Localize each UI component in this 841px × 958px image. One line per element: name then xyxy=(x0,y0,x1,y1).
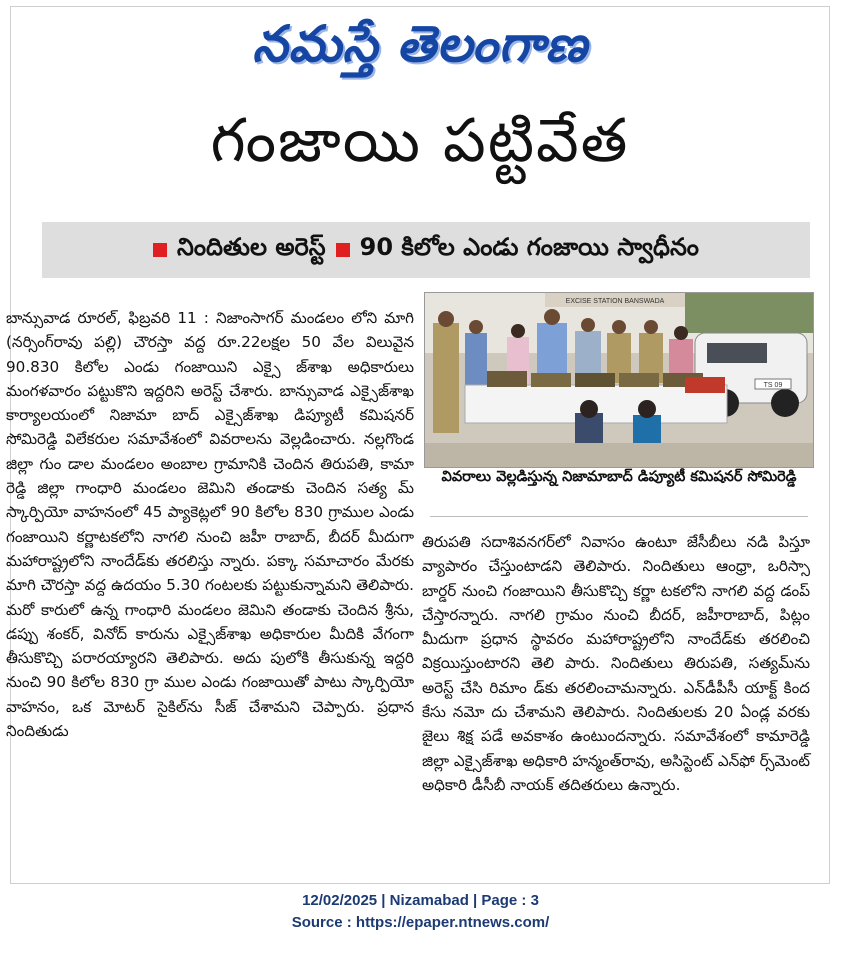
newspaper-masthead: నమస్తే తెలంగాణ xyxy=(252,15,588,73)
photo-illustration xyxy=(425,293,813,467)
article-column-left xyxy=(6,306,414,743)
subheadline-bar xyxy=(42,222,810,278)
article-column-right xyxy=(422,530,810,797)
subhead-item-1: నిందితుల అరెస్ట్ xyxy=(177,233,326,261)
article-text-right: తిరుపతి సదాశివనగర్‌లో నివాసం ఉంటూ జేసీబీలు నడి పిస్తూ వ్యాపారం చేస్తుంటాడని తెలిపారు. నిందితులు ఆంధ్రా, ఒరిస్సా బార్డర్ నుంచి గంజాయిని తీసుకొచ్చి కర్ణా టకలోని నాగలి వద్ద డంప్ చేస్తారన్నారు. నాగలి గ్రామం నుంచి బీదర్, జహీరాబాద్, పిట్లం మీదుగా ప్రధాన స్థావరం మహారాష్ట్రలోని నాందేడ్‌కు తరలించి విక్రయిస్తుంటారని తెలి పారు. నిందితులు తిరుపతి, సత్యమ్‌ను అరెస్ట్ చేసి రిమాం డ్‌కు తరలించామన్నారు. ఎన్‌డీపీసీ యాక్ట్ కింద కేసు నమో దు చేశామని తెలిపారు. నిందితులకు 20 ఏండ్ల వరకు జైలు శిక్ష పడే అవకాశం ఉంటుందన్నారు. సమావేశంలో కామారెడ్డి జిల్లా ఎక్సైజ్‌శాఖ అధికారి హన్మంత్‌రావు, అసిస్టెంట్ ఎన్‌ఫో ర్స్‌మెంట్ అధికారి డీసీబీ నాయక్ తదితరులు ఉన్నారు. xyxy=(422,533,810,794)
red-bullet-icon xyxy=(336,243,350,257)
footer-source-link[interactable]: Source : https://epaper.ntnews.com/ xyxy=(291,914,550,931)
article-text-left: బాన్సువాడ రూరల్, ఫిబ్రవరి 11 : నిజాంసాగర్ మండలం లోని మాగి (నర్సింగ్‌రావు పల్లి) చౌరస్తా వద్ద రూ.22లక్షల 50 వేల విలువైన 90.830 కిలోల ఎండు గంజాయిని ఎక్సై జ్‌శాఖ అధికారులు మంగళవారం పట్టుకొని ఇద్దరిని అరెస్ట్ చేశారు. బాన్సువాడ ఎక్సైజ్‌శాఖ కార్యాలయంలో నిజామా బాద్ ఎక్సైజ్‌శాఖ డిప్యూటీ కమిషనర్ సోమిరెడ్డి విలేకరుల సమావేశంలో వివరాలను వెల్లడించారు. నల్లగొండ జిల్లా గుం డాల మండలం అంబాల గ్రామానికి చెందిన తిరుపతి, కామా రెడ్డి జిల్లా గాంధారి మండలం జెమిని తండాకు చెందిన సత్య మ్ స్కార్పియో వాహనంలో 45 ప్యాకెట్లలో 90 కిలోల 830 గ్రాముల ఎండు గంజాయిని కర్ణాటకలోని నాగలి నుంచి జహీ రాబాద్, బీదర్ మీదుగా మహారాష్ట్రలోని నాందేడ్‌కు తరలిస్తు న్నారు. పక్కా సమాచారం మేరకు మాగి చౌరస్తా వద్ద ఉదయం 5.30 గంటలకు పట్టుకున్నామని తెలిపారు. మరో కారులో ఉన్న గాంధారి మండలం జెమిని తండాకు చెందిన శ్రీను, డప్పు శంకర్, వినోద్ కారును ఎక్సైజ్‌శాఖ అధికారుల మీదికి వేగంగా తీసుకొచ్చి పరారయ్యారని తెలిపారు. అదు పులోకి తీసుకున్న ఇద్దరి నుంచి 90 కిలోల 830 గ్రా ముల ఎండు గంజాయితో పాటు స్కార్పియో వాహనం, ఒక మోటర్ సైకిల్‌ను సీజ్ చేశామని చెప్పారు. ప్రధాన నిందితుడు xyxy=(6,309,414,741)
red-bullet-icon xyxy=(153,243,167,257)
footer-date-edition: 12/02/2025 | Nizamabad | Page : 3 xyxy=(302,892,539,909)
photo-banner-text: EXCISE STATION BANSWADA xyxy=(565,298,665,305)
headline: గంజాయి పట్టివేత xyxy=(210,106,630,176)
photo-caption: వివరాలు వెల్లడిస్తున్న నిజామాబాద్ డిప్యూటీ కమిషనర్ సోమిరెడ్డి xyxy=(430,466,808,517)
page-footer xyxy=(0,890,841,934)
car-plate-text: TS 09 xyxy=(763,382,783,389)
news-photo xyxy=(424,292,814,468)
subhead-item-2: 90 కిలోల ఎండు గంజాయి స్వాధీనం xyxy=(359,233,699,261)
